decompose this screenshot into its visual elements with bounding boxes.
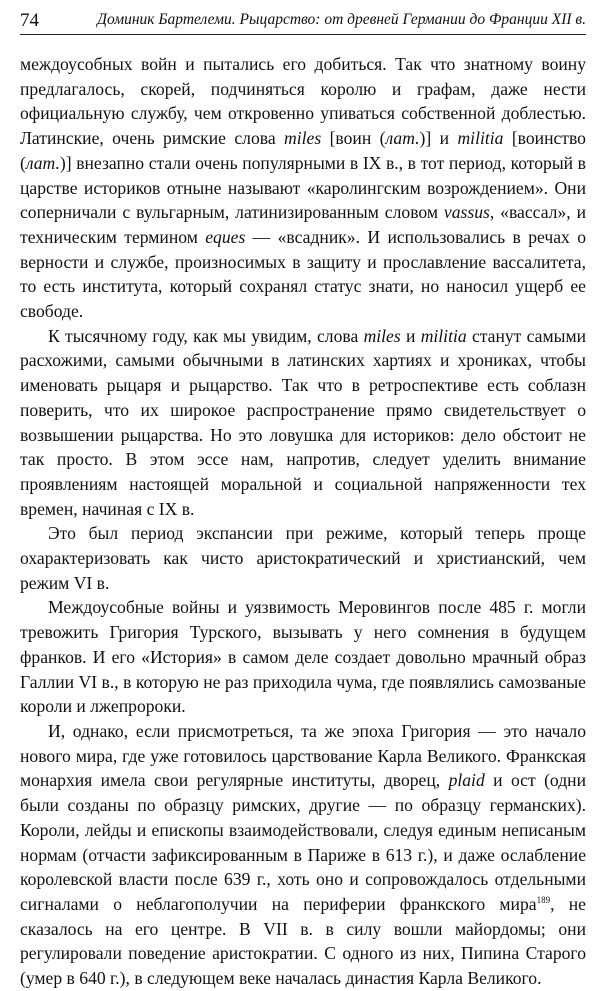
text-run: , не сказалось на его центре. В VII в. в силу вошли майордомы; они регулировали поведение аристократии. С одного из них, Пипина Старого (умер в 640 г.), в следующем веке началась династия Карла Великого.: [20, 893, 586, 989]
italic-run: plaid: [448, 770, 485, 791]
text-run: )] внезапно стали очень популярными в IX в., в тот период, который в царстве историков отныне называют «каролингским возрождением». Они соперничали с вульгарным, латинизированным словом: [20, 152, 586, 223]
italic-run: miles: [284, 128, 322, 149]
text-run: Это был период экспансии при режиме, который теперь проще охарактеризовать как чисто аристократический и христианский, чем режим VI в.: [20, 523, 586, 593]
italic-run: militia: [420, 325, 467, 346]
text-run: И, однако, если присмотреться, та же эпоха Григория — это начало нового мира, где уже готовилось царствование Карла Великого. Франкская монархия имела свои регулярные институты, дворец,: [20, 720, 586, 791]
text-run: Междоусобные войны и уязвимость Меровингов после 485 г. могли тревожить Григория Турского, вызывать у него сомнения в будущем франков. И его «История» в самом деле создает довольно мрачный образ Галлии VI в., в которую не раз приходила чума, где появлялись самозваные короли и лжепророки.: [20, 597, 586, 717]
text-run: — «всадник». И использовались в речах о верности и службе, произносимых в защиту и прославление вассалитета, то есть института, который сохранял статус знати, но наносил ущерб ее свободе.: [20, 226, 586, 322]
text-run: К тысячному году, как мы увидим, слова: [48, 325, 364, 346]
text-run: , «вассал», и техническим термином: [20, 202, 586, 247]
italic-run: miles: [363, 325, 401, 346]
text-run: [воин (: [321, 128, 386, 149]
italic-run: vassus: [443, 202, 490, 223]
body-text: [20, 52, 586, 991]
text-run: станут самыми расхожими, самыми обычными в латинских хартиях и хрониках, чтобы именовать рыцаря и рыцарство. Так что в ретроспективе есть соблазн поверить, что их широкое распространение прямо свидетельствует о возвышении рыцарства. Но это ловушка для историков: дело обстоит не так просто. В этом эссе нам, напротив, следует уделить внимание проявлениям настоящей моральной и социальной напряженности тех времен, начиная с IX в.: [20, 325, 586, 519]
running-title: Доминик Бартелеми. Рыцарство: от древней Германии до Франции XII в.: [97, 11, 586, 28]
text-run: междоусобных войн и пытались его добиться. Так что знатному воину предлагалось, скорей, подчиняться королю и графам, даже нести официальную службу, чем откровенно упиваться собственной доблестью. Латинские, очень римские слова: [20, 54, 586, 149]
paragraph: [20, 595, 586, 719]
italic-run: лат.: [25, 152, 60, 173]
text-run: )] и: [419, 128, 458, 149]
text-run: и ост (одни были созданы по образцу римских, другие — по образцу германских). Короли, лейды и епископы взаимодействовали, следуя единым неписаным нормам (отчасти зафиксированным в Париже в 613 г.), и даже ослабление королевской власти после 639 г., хоть оно и сопровождалось отдельными сигналами о неблагополучии на периферии франкского мира: [20, 770, 586, 914]
paragraph-continued: [20, 52, 586, 324]
text-run: [воинство (: [20, 128, 586, 173]
paragraph: [20, 719, 586, 991]
running-header: [20, 4, 586, 35]
text-run: и: [400, 325, 421, 346]
paragraph: [20, 324, 586, 522]
page-number: 74: [20, 10, 39, 31]
italic-run: eques: [205, 226, 246, 247]
paragraph: [20, 521, 586, 595]
italic-run: militia: [457, 128, 504, 149]
italic-run: лат.: [385, 128, 420, 149]
footnote-ref: 189: [536, 894, 551, 905]
